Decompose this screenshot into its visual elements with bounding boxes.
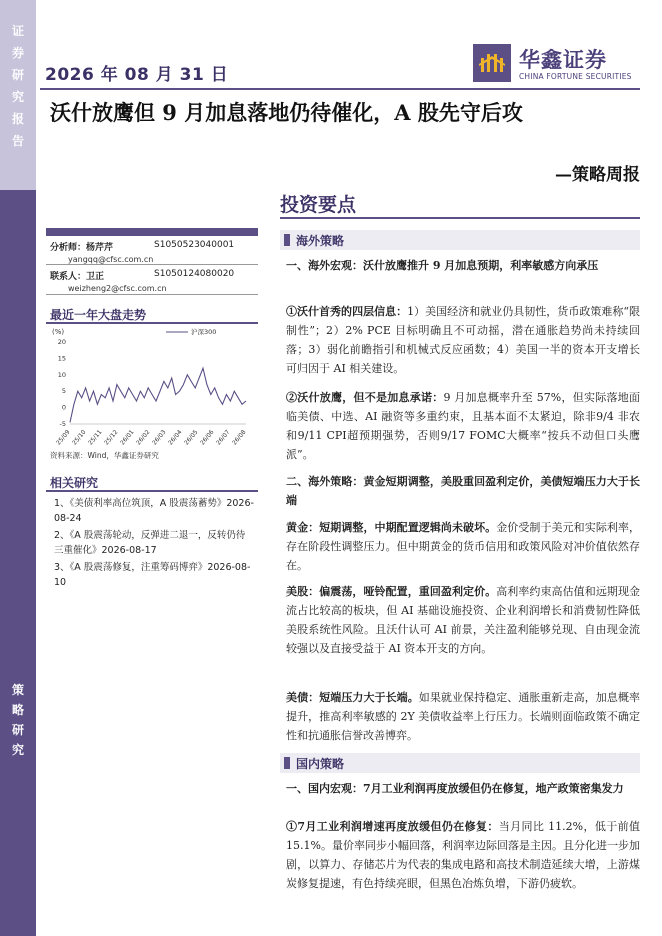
related-item[interactable]: 3、《A 股震荡修复，注重筹码博弈》2026-08-10	[54, 562, 251, 588]
x-tick-label: 26/05	[183, 428, 200, 447]
y-tick-label: 15	[57, 354, 66, 363]
logo-mark-icon	[473, 44, 511, 82]
domestic-section-band	[280, 753, 640, 773]
series-line-hs300	[70, 368, 246, 422]
header-divider	[40, 88, 640, 90]
y-tick-label: 0	[61, 403, 66, 412]
us-treasury-paragraph: 美债：短端压力大于长端。如果就业保持稳定、通胀重新走高，加息概率提升，推高利率敏感的 2Y 美债收益率上行压力。长端则面临政策不确定性和抗通胀信誉改善博弈。	[286, 691, 641, 742]
analyst-1: 分析师：杨芹芹	[50, 243, 114, 253]
x-tick-label: 26/03	[151, 428, 168, 447]
related-item[interactable]: 2、《A 股震荡轮动，反弹进二退一，反转仍待三重催化》2026-08-17	[54, 530, 246, 556]
analyst-2-cert: S1050124080020	[154, 269, 235, 279]
x-tick-label: 26/01	[119, 428, 136, 447]
x-tick-label: 26/08	[231, 428, 248, 447]
analyst-separator	[46, 264, 258, 265]
x-tick-label: 25/10	[71, 428, 88, 447]
us-equity-paragraph: 美股：偏震荡，哑铃配置，重回盈利定价。高利率约束高估值和远期现金流占比较高的板块，但 AI 基础设施投资、企业利润增长和消费韧性降低美股系统性风险。且沃什认可 AI 前景，关注盈利能够兑现、自由现金流较强以及直接受益于 AI 资本开支的方向。	[286, 585, 641, 655]
industrial-profit-paragraph: ①7月工业利润增速再度放缓但仍在修复：当月同比 11.2%，低于前值 15.1%。量价率同步小幅回落，利润率边际回落是主因。且分化进一步加剧，以算力、存储芯片为代表的集成电路和高技术制造延续大增，上游煤炭修复提速，有色持续亮眼，但黑色冶炼负增，下游仍疲软。	[286, 820, 640, 890]
report-date: 2026 年 08 月 31 日	[45, 65, 229, 85]
sidebar-report-type: 证 券 研 究 报 告	[11, 24, 24, 148]
analyst-box-bar	[46, 228, 258, 236]
chart-source: 资料来源：Wind，华鑫证券研究	[50, 451, 159, 460]
warsh-four-points: ①沃什首秀的四层信息：1）美国经济和就业仍具韧性，货币政策难称“限制性”；2）2% PCE 目标明确且不可动摇，潜在通胀趋势尚未持续回落；3）弱化前瞻指引和机械式反应函数；4）美国一半的资本开支增长可归因于 AI 相关建设。	[286, 305, 641, 375]
related-section-title: 相关研究	[50, 476, 99, 490]
analyst-2-email: weizheng2@cfsc.com.cn	[68, 284, 167, 293]
related-list	[54, 496, 254, 592]
x-tick-label: 26/04	[167, 428, 184, 447]
x-tick-label: 26/06	[199, 428, 216, 447]
warsh-hawkish-not-hike: ②沃什放鹰，但不是加息承诺：9 月加息概率升至 57%，但实际落地面临美债、中选、AI 融资等多重约束，且基本面不太紧迫，除非9/4 非农和9/11 CPI超预期强势，否则9/17 FOMC大概率“按兵不动但口头鹰派”。	[286, 391, 640, 461]
overseas-section-label: 海外策略	[296, 234, 345, 248]
analyst-2: 联系人：卫正	[50, 272, 105, 282]
chart-section-title: 最近一年大盘走势	[50, 308, 147, 322]
analyst-1-cert: S1050523040001	[154, 240, 235, 250]
logo-text-en: CHINA FORTUNE SECURITIES	[519, 72, 632, 81]
overseas-section-band	[280, 230, 640, 250]
x-tick-label: 26/02	[135, 428, 152, 447]
related-section-rule	[46, 490, 258, 492]
report-title: 沃什放鹰但 9 月加息落地仍待催化，A 股先守后攻	[50, 100, 523, 125]
related-item[interactable]: 1、《美债利率高位筑顶，A 股震荡蓄势》2026-08-24	[54, 498, 254, 524]
sidebar-category: 策 略 研 究	[11, 683, 24, 757]
y-tick-label: 20	[57, 338, 66, 346]
logo-text-cn: 华鑫证券	[519, 48, 607, 72]
x-tick-label: 26/07	[215, 428, 232, 447]
chart-axes	[58, 338, 246, 428]
gold-paragraph: 黄金：短期调整，中期配置逻辑尚未破坏。金价受制于美元和实际利率，存在阶段性调整压力。但中期黄金的货币信用和政策风险对冲价值依然存在。	[286, 521, 641, 572]
overseas-strategy-heading: 二、海外策略：黄金短期调整，美股重回盈利定价，美债短端压力大于长端	[286, 475, 640, 507]
chart-x-ticks	[55, 429, 248, 447]
market-trend-chart	[46, 320, 258, 450]
sidebar-bottom-band	[0, 190, 36, 936]
company-logo	[473, 44, 633, 84]
analyst-separator-2	[46, 294, 258, 295]
domestic-macro-heading: 一、国内宏观：7月工业利润再度放缓但仍在修复，地产政策密集发力	[286, 782, 624, 795]
x-tick-label: 25/12	[103, 428, 120, 447]
report-subtitle: —策略周报	[555, 165, 640, 185]
y-tick-label: 5	[61, 387, 66, 396]
x-tick-label: 25/11	[87, 428, 104, 447]
investment-highlights-rule	[280, 217, 640, 219]
analyst-box	[46, 228, 258, 318]
section-marker-icon	[284, 757, 290, 769]
overseas-macro-heading: 一、海外宏观：沃什放鹰推升 9 月加息预期，利率敏感方向承压	[286, 259, 599, 272]
analyst-1-email: yangqq@cfsc.com.cn	[68, 255, 154, 264]
y-tick-label: 10	[57, 370, 66, 379]
investment-highlights-heading: 投资要点	[280, 194, 357, 216]
y-tick-label: -5	[59, 420, 66, 428]
domestic-section-label: 国内策略	[296, 757, 345, 771]
sidebar	[0, 0, 36, 936]
x-tick-label: 25/09	[55, 428, 72, 447]
legend-label: 沪深300	[191, 328, 217, 336]
chart-unit-label: (%)	[52, 328, 65, 336]
section-marker-icon	[284, 234, 290, 246]
